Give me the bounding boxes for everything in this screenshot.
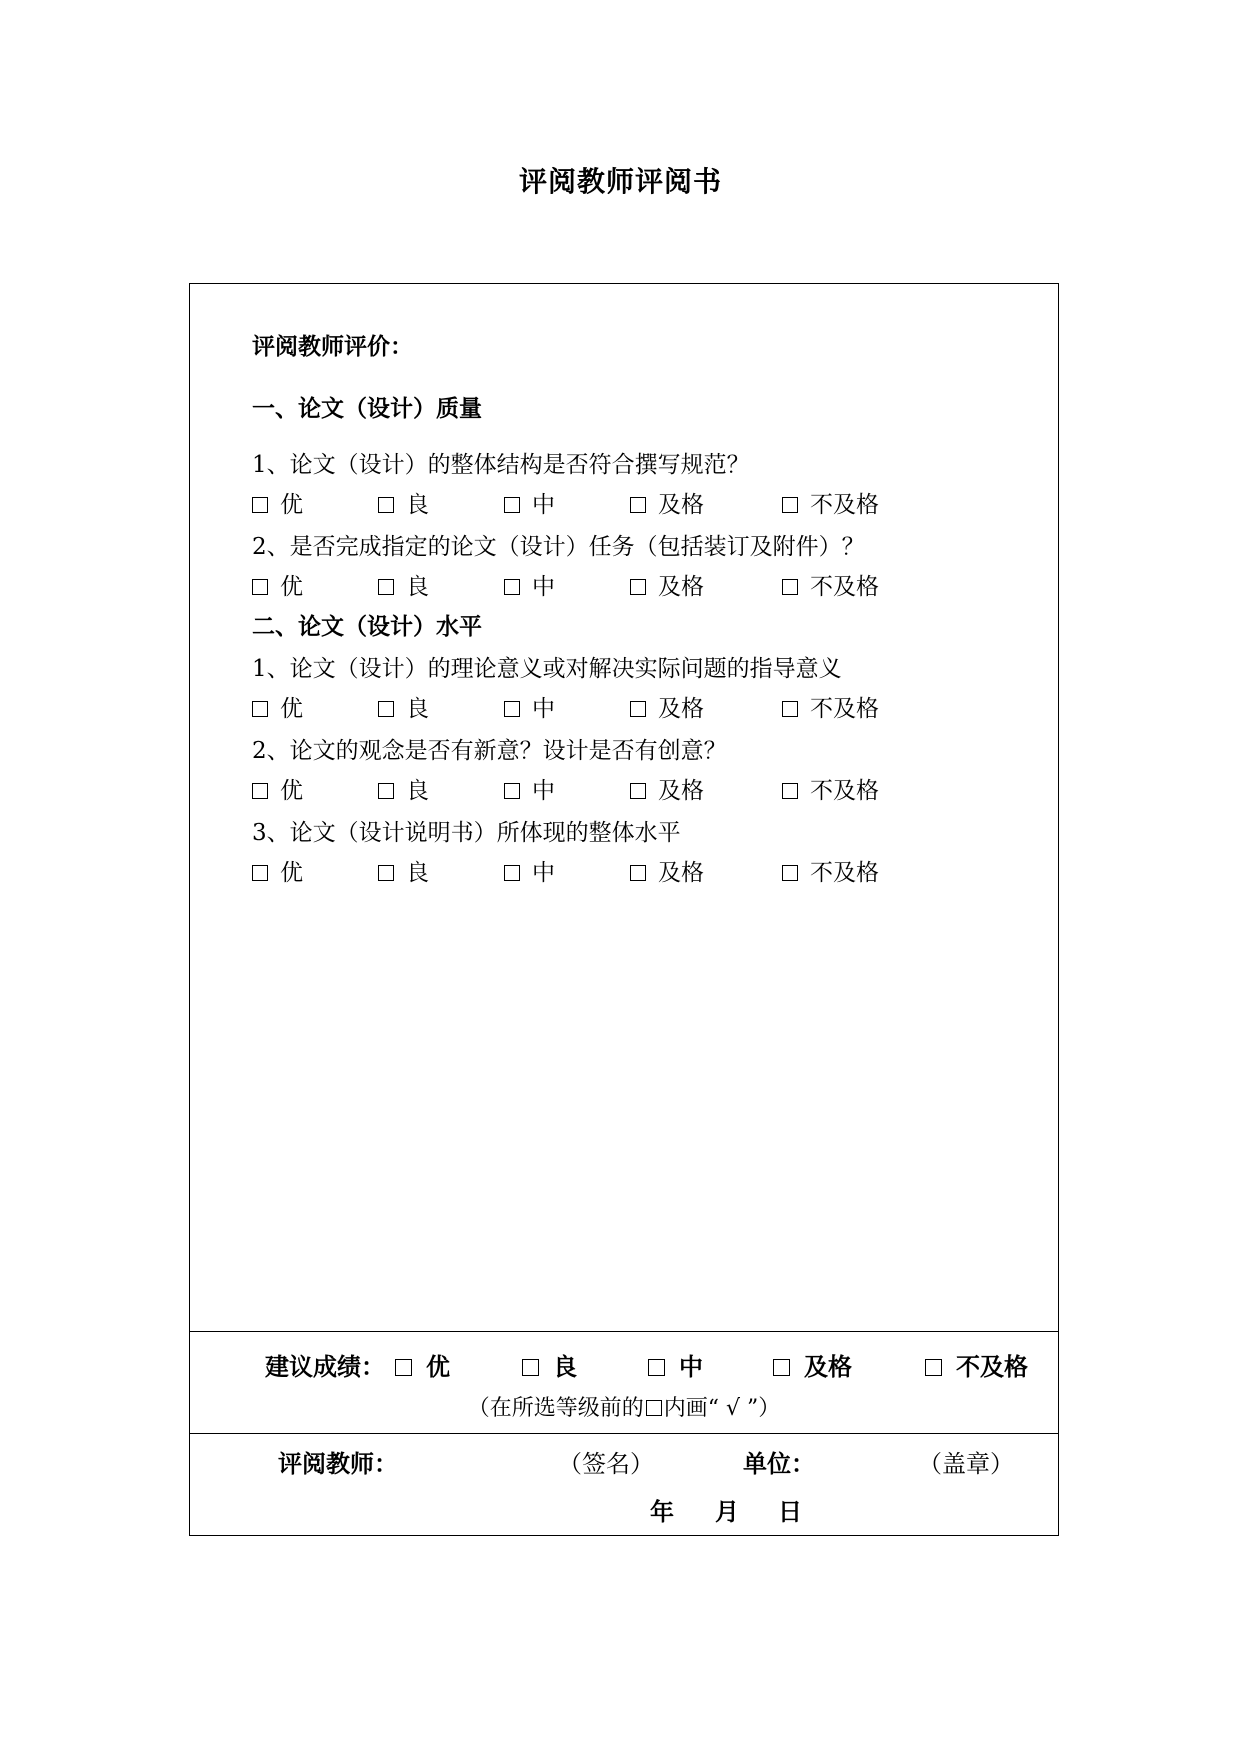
option-medium[interactable]: 中 [504,490,555,520]
question-1-2: 2、是否完成指定的论文（设计）任务（包括装订及附件）？ [252,534,865,560]
checkbox-icon[interactable] [782,497,798,513]
checkbox-icon[interactable] [504,783,520,799]
option-pass[interactable]: 及格 [630,858,704,888]
option-excellent[interactable]: 优 [252,776,303,806]
checkbox-icon[interactable] [782,579,798,595]
unit-label: 单位： [743,1450,815,1478]
date-month: 月 [715,1498,739,1526]
option-row-1-2 [252,572,952,602]
grade-option-pass[interactable]: 及格 [773,1350,852,1384]
option-excellent[interactable]: 优 [252,858,303,888]
checkbox-icon[interactable] [378,783,394,799]
checkbox-icon[interactable] [504,579,520,595]
checkbox-icon[interactable] [378,579,394,595]
checkbox-icon[interactable] [378,701,394,717]
option-good[interactable]: 良 [378,858,429,888]
option-row-1-1 [252,490,952,520]
option-medium[interactable]: 中 [504,572,555,602]
checkbox-icon[interactable] [630,579,646,595]
seal-note: （盖章） [918,1450,1014,1478]
option-fail[interactable]: 不及格 [782,572,879,602]
option-row-2-3 [252,858,952,888]
option-fail[interactable]: 不及格 [782,490,879,520]
option-fail[interactable]: 不及格 [782,858,879,888]
grade-label: 建议成绩： [265,1353,385,1381]
option-excellent[interactable]: 优 [252,694,303,724]
option-medium[interactable]: 中 [504,858,555,888]
option-medium[interactable]: 中 [504,694,555,724]
checkbox-icon[interactable] [504,865,520,881]
checkbox-icon[interactable] [782,783,798,799]
option-excellent[interactable]: 优 [252,572,303,602]
evaluation-heading: 评阅教师评价： [252,334,413,360]
option-pass[interactable]: 及格 [630,776,704,806]
checkbox-icon[interactable] [395,1359,412,1376]
checkbox-icon[interactable] [252,579,268,595]
checkbox-icon[interactable] [630,783,646,799]
section-title-quality: 一、论文（设计）质量 [252,396,482,422]
grade-option-medium[interactable]: 中 [648,1350,703,1384]
checkbox-icon[interactable] [504,701,520,717]
option-pass[interactable]: 及格 [630,490,704,520]
option-good[interactable]: 良 [378,694,429,724]
question-2-3: 3、论文（设计说明书）所体现的整体水平 [252,820,681,846]
grade-option-good[interactable]: 良 [522,1350,577,1384]
checkbox-icon[interactable] [648,1359,665,1376]
option-fail[interactable]: 不及格 [782,776,879,806]
page-title: 评阅教师评阅书 [518,165,722,198]
checkbox-icon[interactable] [782,865,798,881]
checkbox-icon[interactable] [378,497,394,513]
grade-option-excellent[interactable]: 优 [395,1350,450,1384]
option-excellent[interactable]: 优 [252,490,303,520]
review-form [189,283,1059,1536]
option-pass[interactable]: 及格 [630,572,704,602]
checkbox-icon[interactable] [504,497,520,513]
teacher-label: 评阅教师： [278,1450,398,1478]
date-day: 日 [778,1498,802,1526]
question-2-2: 2、论文的观念是否有新意？设计是否有创意？ [252,738,727,764]
checkbox-icon[interactable] [630,497,646,513]
checkbox-icon [646,1400,662,1416]
question-1-1: 1、论文（设计）的整体结构是否符合撰写规范？ [252,452,750,478]
checkbox-icon[interactable] [252,783,268,799]
checkbox-icon[interactable] [378,865,394,881]
option-fail[interactable]: 不及格 [782,694,879,724]
option-good[interactable]: 良 [378,490,429,520]
grade-option-fail[interactable]: 不及格 [925,1350,1028,1384]
checkbox-icon[interactable] [522,1359,539,1376]
checkbox-icon[interactable] [630,701,646,717]
checkbox-icon[interactable] [773,1359,790,1376]
option-row-2-2 [252,776,952,806]
checkbox-icon[interactable] [252,497,268,513]
checkbox-icon[interactable] [252,865,268,881]
option-medium[interactable]: 中 [504,776,555,806]
checkbox-icon[interactable] [630,865,646,881]
checkbox-icon[interactable] [252,701,268,717]
option-row-2-1 [252,694,952,724]
date-year: 年 [650,1498,674,1526]
grade-instruction: （在所选等级前的 内画“ √ ”） [467,1396,781,1421]
checkbox-icon[interactable] [782,701,798,717]
evaluation-section [190,284,1058,1332]
suggested-grade-section [190,1332,1058,1434]
option-pass[interactable]: 及格 [630,694,704,724]
checkbox-icon[interactable] [925,1359,942,1376]
signature-section [190,1434,1058,1537]
grade-options-row [190,1350,1058,1384]
option-good[interactable]: 良 [378,776,429,806]
question-2-1: 1、论文（设计）的理论意义或对解决实际问题的指导意义 [252,656,842,682]
signature-note: （签名） [558,1450,654,1478]
section-title-level: 二、论文（设计）水平 [252,614,482,640]
option-good[interactable]: 良 [378,572,429,602]
